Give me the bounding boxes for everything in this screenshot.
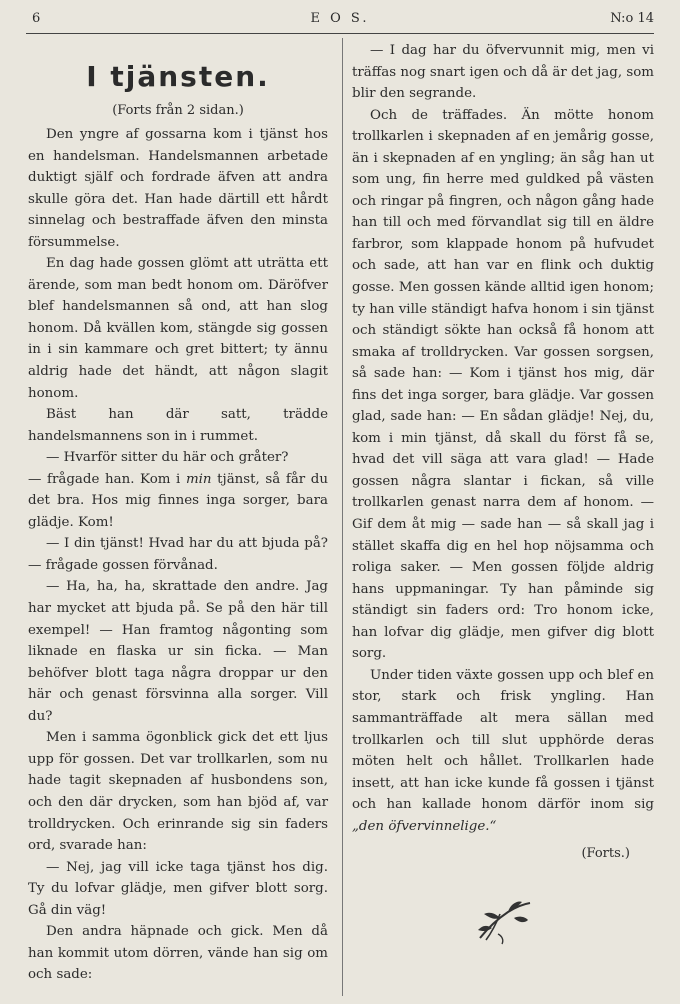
paragraph: — I dag har du öfvervunnit mig, men vi träffas nog snart igen och då är det jag, som blir den segrande. <box>352 43 654 102</box>
right-column <box>352 40 654 865</box>
paragraph <box>28 469 328 534</box>
emphasis-text: „den öfvervinnelige.“ <box>352 818 497 834</box>
paragraph-text: Under tiden växte gossen upp och blef en stor, stark och frisk yngling. Han sammanträffade alt mera sällan med trollkarlen och till slut upphörde deras möten helt och hållet. Trollkarlen hade insett, att han icke kunde få gossen i tjänst och han kallade honom därför inom sig <box>352 667 654 813</box>
paragraph: Och de träffades. Än mötte honom trollkarlen i skepnaden af en jemårig gosse, än i skepnaden af en yngling; än såg han ut som ung, fin herre med guldked på västen och ringar på fingren, och någon gång hade han till och med förvandlat sig till en äldre farbror, som klappade honom på hufvudet och sade, att han var en flink och duktig gosse. Men gossen kände alltid igen honom; ty han ville ständigt hafva honom i sin tjänst och ständigt sökte han också få honom att smaka af trolldrycken. Var gossen sorgsen, så sade han: — Kom i tjänst hos mig, där fins det inga sorger, bara glädje. Var gossen glad, sade han: — En sådan glädje! Nej, du, kom i min tjänst, då skall du först få se, hvad det vill säga att vara glad! — Hade gossen några slantar i fickan, så ville trollkarlen genast narra dem af honom. — Gif dem åt mig — sade han — så skall jag i stället skaffa dig en hel hop nöjsamma och roliga saker. — Men gossen följde aldrig hans uppmaningar. Ty han påminde sig ständigt sin faders ord: Tro honom icke, han lofvar dig glädje, men gifver dig blott sorg. <box>352 107 654 662</box>
paragraph: — Nej, jag vill icke taga tjänst hos dig. Ty du lofvar glädje, men gifver blott sorg. Gå din väg! <box>28 859 328 918</box>
paragraph-text: tjänst, så får du det bra. Hos mig finnes inga sorger, bara glädje. Kom! <box>28 471 328 530</box>
article-subtitle: (Forts från 2 sidan.) <box>112 103 244 118</box>
left-column <box>28 40 328 986</box>
paragraph <box>352 665 654 837</box>
paragraph: Den andra häpnade och gick. Men då han kommit utom dörren, vände han sig om och sade: <box>28 924 328 983</box>
header-rule <box>26 33 654 34</box>
paragraph: Bäst han där satt, trädde handelsmannens son in i rummet. <box>28 407 328 444</box>
paragraph: — Ha, ha, ha, skrattade den andre. Jag har mycket att bjuda på. Se på den här till exempel! — Han framtog någonting som liknade en flaska ur sin ficka. — Man behöfver blott taga några droppar ur den här och genast försvinna alla sorger. Vill du? <box>28 579 328 724</box>
paragraph-text: — frågade han. Kom i <box>28 471 186 487</box>
page-header <box>0 0 680 34</box>
publication-title: E O S. <box>310 11 370 26</box>
floral-ornament-icon <box>474 898 534 946</box>
paragraph: — Hvarför sitter du här och gråter? <box>46 450 289 466</box>
column-divider <box>342 38 343 996</box>
issue-number: N:o 14 <box>610 11 654 26</box>
article-title: I tjänsten. <box>86 60 270 93</box>
paragraph: En dag hade gossen glömt att uträtta ett ärende, som man bedt honom om. Däröfver blef handelsmannen så ond, att han slog honom. Då kvällen kom, stängde sig gossen in i sin kammare och gret bittert; ty ännu aldrig hade det händt, att någon slagit honom. <box>28 256 328 401</box>
continued-note: (Forts.) <box>581 846 630 862</box>
paragraph: — I din tjänst! Hvad har du att bjuda på? — frågade gossen förvånad. <box>28 536 328 573</box>
paragraph: Men i samma ögonblick gick det ett ljus upp för gossen. Det var trollkarlen, som nu hade tagit skepnaden af husbondens son, och den där drycken, som han bjöd af, var trolldrycken. Och erinrande sig sin faders ord, svarade han: <box>28 730 328 854</box>
emphasis-text: min <box>185 471 212 487</box>
page-number: 6 <box>32 11 41 26</box>
paragraph: Den yngre af gossarna kom i tjänst hos en handelsman. Handelsmannen arbetade duktigt själf och fordrade äfven att andra skulle göra det. Han hade därtill ett hårdt sinnelag och bestraffade äfven den minsta försummelse. <box>28 127 328 250</box>
